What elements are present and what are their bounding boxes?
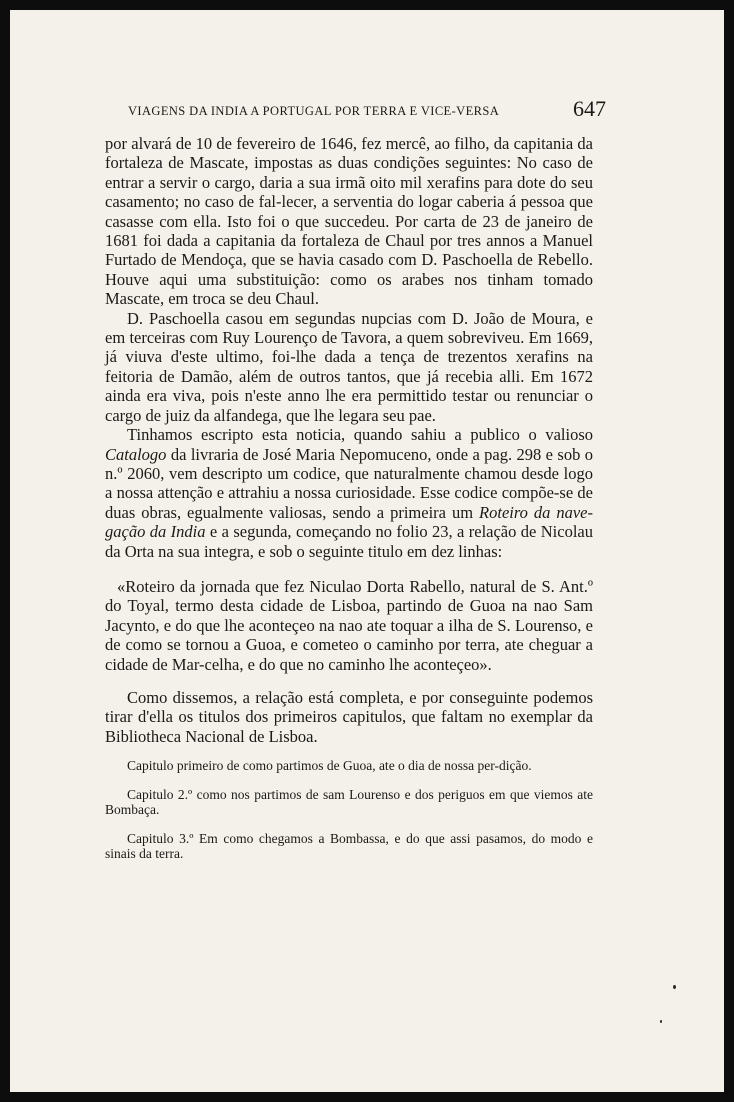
paper-speck: [660, 1020, 662, 1023]
running-head: VIAGENS DA INDIA A PORTUGAL POR TERRA E VICE-VERSA: [128, 104, 500, 118]
block-quote: «Roteiro da jornada que fez Niculao Dorta Rabello, natural de S. Ant.º do Toyal, termo desta cidade de Lisboa, partindo de Guoa na nao Sam Jacynto, e do que lhe aconteçeo na nao ate toquar a ilha de S. Lourenso, e de como se tornou a Guoa, e cometeo o caminho por terra, ate cheguar a cidade de Mar-celha, e do que no caminho lhe aconteçeo».: [105, 576, 593, 674]
page-number: 647: [573, 96, 606, 121]
chapter-3: Capitulo 3.º Em como chegamos a Bombassa, e do que assi pasamos, do modo e sinais da terra.: [105, 830, 593, 862]
paragraph-3: [105, 425, 593, 561]
chapter-list: [105, 758, 593, 862]
chapter-1: Capitulo primeiro de como partimos de Guoa, ate o dia de nossa per-dição.: [127, 758, 532, 774]
catalogo-title: Catalogo: [105, 444, 167, 464]
paper-speck: [673, 985, 676, 989]
paragraph-4: Como dissemos, a relação está completa, e por conseguinte podemos tirar d'ella os titulos dos primeiros capitulos, que faltam no exemplar da Bibliotheca Nacional de Lisboa.: [105, 687, 593, 746]
paragraph-3-text-b: da livraria de José Maria Nepomuceno, onde a pag. 298 e sob o n.º 2060, vem descripto um codice, que naturalmente chamou desde logo a nossa attenção e attrahiu a nossa curiosidade. Esse codice compõe-se de duas obras, egualmente valiosas, sendo a primeira um: [105, 444, 593, 522]
book-page: [10, 10, 724, 1092]
chapter-2: Capitulo 2.º como nos partimos de sam Lourenso e dos periguos em que viemos ate Bombaça.: [105, 786, 593, 818]
page-header: [116, 94, 604, 124]
roteiro-title: Roteiro da nave-gação da India: [105, 502, 593, 542]
paragraph-3-text-a: Tinhamos escripto esta noticia, quando sahiu a publico o valioso: [127, 425, 593, 445]
paragraph-3-text-c: e a segunda, começando no folio 23, a relação de Nicolau da Orta na sua integra, e sob o seguinte titulo em dez linhas:: [105, 522, 594, 561]
paragraph-1: por alvará de 10 de fevereiro de 1646, fez mercê, ao filho, da capitania da fortaleza de Mascate, impostas as duas condições seguintes: No caso de entrar a servir o cargo, daria a sua irmã oito mil xerafins para dote do seu casamento; no caso de fal-lecer, a serventia do logar caberia á pessoa que casasse com ella. Isto foi o que succedeu. Por carta de 23 de janeiro de 1681 foi dada a capitania da fortaleza de Chaul por tres annos a Manuel Furtado de Mendoça, que se havia casado com D. Paschoella de Rebello. Houve aqui uma substituição: como os arabes nos tinham tomado Mascate, em troca se deu Chaul.: [105, 134, 593, 309]
paragraph-2: D. Paschoella casou em segundas nupcias com D. João de Moura, e em terceiras com Ruy Lourenço de Tavora, a quem sobreviveu. Em 1669, já viuva d'este ultimo, foi-lhe dada a tença de trezentos xerafins na feitoria de Damão, além de outros tantos, que já recebia alli. Em 1672 ainda era viva, pois n'este anno lhe era permittido testar ou renunciar o cargo de juiz da alfandega, que lhe legara seu pae.: [105, 308, 593, 425]
page-body: [105, 134, 593, 875]
